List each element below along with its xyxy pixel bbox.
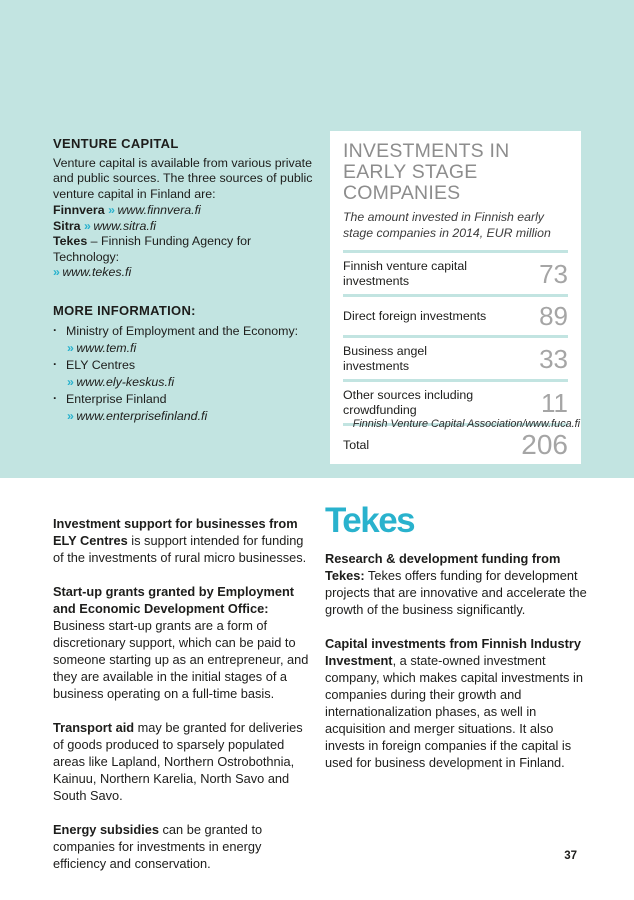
table-subtitle: The amount invested in Finnish early stage companies in 2014, EUR million [343, 210, 551, 240]
more-info-url[interactable]: www.ely-keskus.fi [76, 374, 175, 389]
bottom-right-column [325, 503, 589, 788]
row-value: 73 [539, 258, 568, 289]
more-information-heading: MORE INFORMATION: [53, 302, 196, 318]
row-value: 33 [539, 343, 568, 374]
row-value: 89 [539, 301, 568, 331]
page-number: 37 [564, 850, 577, 862]
table-row [343, 250, 568, 294]
bullet-icon: · [53, 391, 58, 405]
table-source-attribution: Finnish Venture Capital Association/www.fuca.fi [352, 418, 580, 430]
paragraph [325, 635, 589, 771]
chevron-icon: » [84, 218, 90, 233]
venture-capital-heading: VENTURE CAPITAL [53, 136, 179, 151]
more-information-section [53, 303, 315, 425]
table-row [343, 335, 568, 379]
paragraph-body: may be granted for deliveries of goods produced to sparsely populated areas like Lapland, Northern Ostrobothnia, Kainuu, Northern Karelia, North Savo and South Savo. [53, 720, 303, 803]
more-info-url[interactable]: www.tem.fi [76, 340, 137, 355]
source-url[interactable]: www.tekes.fi [62, 265, 132, 279]
paragraph-lead: Capital investments from Finnish Industry Investment [325, 636, 581, 668]
more-info-label: ELY Centres [66, 358, 136, 372]
source-url[interactable]: www.finnvera.fi [117, 203, 201, 217]
source-desc: – Finnish Funding Agency for Technology: [53, 234, 252, 264]
paragraph-lead: Energy subsidies [53, 822, 159, 837]
source-tekes-url [53, 265, 315, 281]
bullet-icon: · [53, 357, 58, 371]
chevron-icon: » [67, 374, 73, 389]
paragraph-lead: Research & development funding from Tekes: [325, 551, 561, 583]
more-info-url[interactable]: www.enterprisefinland.fi [76, 408, 208, 423]
paragraph [325, 550, 589, 618]
bullet-icon: · [53, 323, 58, 337]
row-label: Business angel investments [343, 344, 428, 373]
row-label: Finnish venture capital investments [343, 259, 467, 288]
source-sitra [53, 219, 315, 235]
paragraph [53, 821, 311, 872]
row-label: Direct foreign investments [343, 308, 487, 323]
chevron-icon: » [108, 203, 115, 217]
paragraph-body: can be granted to companies for investments in energy efficiency and conservation. [53, 822, 263, 871]
chevron-icon: » [53, 265, 59, 279]
paragraph-body: , a state-owned investment company, which makes capital investments in companies during their growth and internationalization phases, as well in acquisition and merger situations. It also invests in foreign companies if the capital is used for business development in Finland. [325, 653, 583, 770]
investments-table-panel [330, 131, 581, 464]
paragraph [53, 719, 311, 804]
row-value: 206 [521, 429, 568, 460]
bottom-left-column [53, 515, 311, 889]
source-tekes [53, 234, 315, 265]
paragraph-lead: Start-up grants granted by Employment and Economic Development Office: [53, 584, 295, 616]
list-item [53, 323, 315, 356]
more-info-label: Ministry of Employment and the Economy: [66, 324, 299, 338]
table-title: INVESTMENTS IN EARLY STAGE COMPANIES [343, 140, 510, 204]
chevron-icon: » [67, 340, 73, 355]
paragraph [53, 515, 311, 566]
paragraph-body: Business start-up grants are a form of discretionary support, which can be paid to someone starting up as an entrepreneur, and they are available in the initial stages of a business operating on a full-time basis. [53, 618, 309, 701]
source-name: Finnvera [53, 203, 105, 217]
row-label: Total [343, 437, 370, 452]
source-name: Tekes [53, 234, 88, 248]
list-item [53, 391, 315, 424]
source-name: Sitra [53, 218, 81, 233]
paragraph-lead: Investment support for businesses from ELY Centres [53, 516, 298, 548]
venture-capital-intro: Venture capital is available from various private and public sources. The three sources of public venture capital in Finland are: [53, 155, 313, 201]
row-value: 11 [541, 387, 568, 418]
table-row [343, 379, 568, 423]
row-label: Other sources including crowdfunding [343, 388, 474, 417]
paragraph-body: is support intended for funding of the investments of rural micro businesses. [53, 533, 307, 565]
paragraph-lead: Transport aid [53, 720, 135, 735]
venture-capital-section [53, 136, 315, 425]
paragraph-body: Tekes offers funding for development projects that are innovative and accelerate the growth of the business significantly. [325, 568, 587, 617]
source-finnvera [53, 203, 315, 219]
table-row [343, 294, 568, 335]
source-url[interactable]: www.sitra.fi [93, 218, 157, 233]
chevron-icon: » [67, 408, 73, 423]
list-item [53, 357, 315, 390]
more-info-label: Enterprise Finland [66, 392, 167, 406]
tekes-logo: Tekes [325, 501, 415, 540]
paragraph [53, 583, 311, 702]
